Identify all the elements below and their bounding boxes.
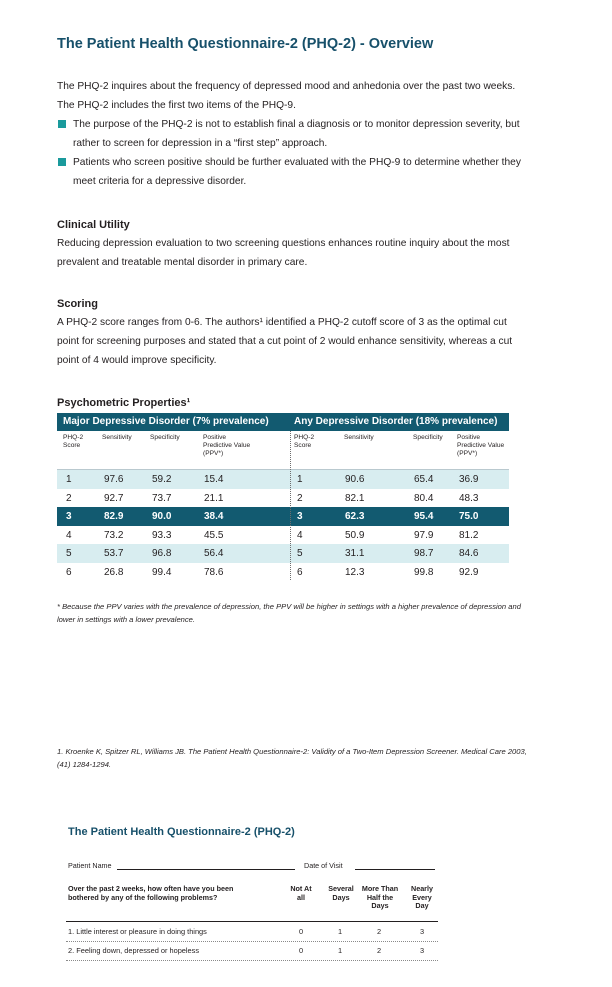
cell-sensitivity: 12.3 bbox=[345, 566, 365, 578]
cell-score: 2 bbox=[297, 492, 303, 504]
square-bullet-icon bbox=[58, 120, 66, 128]
col-header-score: PHQ-2 Score bbox=[63, 434, 84, 449]
cell-score: 1 bbox=[297, 474, 303, 485]
group-header-band bbox=[57, 413, 509, 431]
cell-specificity: 95.4 bbox=[414, 511, 434, 522]
cell-score: 1 bbox=[66, 474, 72, 485]
table-row bbox=[57, 563, 509, 582]
reference-citation: 1. Kroenke K, Spitzer RL, Williams JB. The Patient Health Questionnaire-2: Validity of a Two-Item Depression Screener. Medical Care 2003, (41) 1284-1294. bbox=[57, 747, 527, 769]
cell-sensitivity: 82.9 bbox=[104, 511, 124, 522]
cell-sensitivity: 82.1 bbox=[345, 492, 365, 504]
cell-score: 5 bbox=[66, 548, 72, 559]
cell-ppv: 84.6 bbox=[459, 548, 479, 559]
cell-score: 6 bbox=[297, 566, 303, 578]
scoring-text: A PHQ-2 score ranges from 0-6. The authors¹ identified a PHQ-2 cutoff score of 3 as the optimal cut point for screening purposes and stated that a cut point of 2 would enhance sensitivity, whereas a cut point of 4 would improve specificity. bbox=[57, 317, 513, 366]
question-text: 1. Little interest or pleasure in doing things bbox=[68, 927, 207, 936]
date-of-visit-label: Date of Visit bbox=[304, 861, 343, 870]
cell-ppv: 36.9 bbox=[459, 474, 479, 485]
cell-specificity: 99.4 bbox=[152, 566, 172, 578]
questionnaire-title: The Patient Health Questionnaire-2 (PHQ-2) bbox=[68, 826, 295, 838]
date-of-visit-field[interactable] bbox=[355, 869, 435, 870]
table-row-highlighted bbox=[57, 507, 509, 526]
cell-sensitivity: 92.7 bbox=[104, 492, 124, 504]
cell-sensitivity: 31.1 bbox=[345, 548, 365, 559]
bullet-list bbox=[57, 115, 527, 191]
psychometric-heading: Psychometric Properties¹ bbox=[57, 397, 191, 409]
cell-sensitivity: 50.9 bbox=[345, 529, 365, 541]
cell-ppv: 75.0 bbox=[459, 511, 479, 522]
cell-score: 4 bbox=[297, 529, 303, 541]
cell-sensitivity: 62.3 bbox=[345, 511, 365, 522]
square-bullet-icon bbox=[58, 158, 66, 166]
clinical-utility-heading: Clinical Utility bbox=[57, 219, 130, 231]
cell-score: 4 bbox=[66, 529, 72, 541]
answer-option-1[interactable]: 1 bbox=[338, 946, 343, 955]
group-header-mdd: Major Depressive Disorder (7% prevalence) bbox=[63, 416, 269, 427]
question-text: 2. Feeling down, depressed or hopeless bbox=[68, 946, 200, 955]
cell-sensitivity: 73.2 bbox=[104, 529, 124, 541]
cell-specificity: 90.0 bbox=[152, 511, 172, 522]
cell-specificity: 97.9 bbox=[414, 529, 434, 541]
col-header-ppv: Positive Predictive Value (PPV*) bbox=[203, 434, 251, 457]
cell-ppv: 48.3 bbox=[459, 492, 479, 504]
col-header-specificity: Specificity bbox=[413, 434, 443, 441]
col-header-nearly-every-day: Nearly Every Day bbox=[411, 884, 433, 910]
col-header-not-at-all: Not At all bbox=[290, 884, 312, 902]
answer-option-0[interactable]: 0 bbox=[299, 946, 304, 955]
question-row bbox=[66, 941, 438, 959]
table-row bbox=[57, 544, 509, 563]
cell-score: 2 bbox=[66, 492, 72, 504]
column-header-row bbox=[57, 431, 509, 470]
bullet-text: Patients who screen positive should be further evaluated with the PHQ-9 to determine whether they meet criteria for a depressive disorder. bbox=[73, 157, 521, 187]
cell-specificity: 80.4 bbox=[414, 492, 434, 504]
table-row bbox=[57, 470, 509, 489]
cell-score: 3 bbox=[66, 511, 72, 522]
cell-score: 6 bbox=[66, 566, 72, 578]
col-header-sensitivity: Sensitivity bbox=[102, 434, 132, 441]
answer-option-2[interactable]: 2 bbox=[377, 946, 382, 955]
col-header-sensitivity: Sensitivity bbox=[344, 434, 374, 441]
cell-specificity: 98.7 bbox=[414, 548, 434, 559]
cell-ppv: 81.2 bbox=[459, 529, 479, 541]
cell-score: 5 bbox=[297, 548, 303, 559]
answer-option-3[interactable]: 3 bbox=[420, 927, 425, 936]
cell-specificity: 59.2 bbox=[152, 474, 172, 485]
cell-sensitivity: 53.7 bbox=[104, 548, 124, 559]
answer-option-1[interactable]: 1 bbox=[338, 927, 343, 936]
clinical-utility-text: Reducing depression evaluation to two screening questions enhances routine inquiry about the most prevalent and treatable mental disorder in primary care. bbox=[57, 238, 510, 268]
bullet-item bbox=[57, 153, 527, 191]
answer-option-3[interactable]: 3 bbox=[420, 946, 425, 955]
table-row bbox=[57, 489, 509, 508]
col-header-specificity: Specificity bbox=[150, 434, 180, 441]
cell-specificity: 99.8 bbox=[414, 566, 434, 578]
table-row bbox=[57, 526, 509, 545]
question-row bbox=[66, 922, 438, 940]
col-header-score: PHQ-2 Score bbox=[294, 434, 315, 449]
row-divider bbox=[66, 960, 438, 961]
col-header-more-than-half: More Than Half the Days bbox=[361, 884, 399, 910]
patient-name-label: Patient Name bbox=[68, 861, 112, 870]
group-header-any: Any Depressive Disorder (18% prevalence) bbox=[294, 416, 498, 427]
cell-ppv: 78.6 bbox=[204, 566, 224, 578]
intro-paragraph: The PHQ-2 inquires about the frequency of depressed mood and anhedonia over the past two weeks. The PHQ-2 includes the first two items of the PHQ-9. bbox=[57, 81, 516, 111]
answer-option-2[interactable]: 2 bbox=[377, 927, 382, 936]
cell-sensitivity: 26.8 bbox=[104, 566, 124, 578]
cell-specificity: 93.3 bbox=[152, 529, 172, 541]
cell-ppv: 56.4 bbox=[204, 548, 224, 559]
question-header: Over the past 2 weeks, how often have you been bothered by any of the following problems? bbox=[68, 884, 234, 902]
cell-score: 3 bbox=[297, 511, 303, 522]
table-group-divider bbox=[290, 431, 291, 580]
cell-ppv: 21.1 bbox=[204, 492, 224, 504]
col-header-ppv: Positive Predictive Value (PPV*) bbox=[457, 434, 505, 457]
cell-ppv: 15.4 bbox=[204, 474, 224, 485]
bullet-text: The purpose of the PHQ-2 is not to establish final a diagnosis or to monitor depression severity, but rather to screen for depression in a “first step” approach. bbox=[73, 119, 520, 149]
bullet-item bbox=[57, 115, 527, 153]
patient-name-field[interactable] bbox=[117, 869, 295, 870]
cell-specificity: 96.8 bbox=[152, 548, 172, 559]
cell-ppv: 38.4 bbox=[204, 511, 224, 522]
cell-sensitivity: 97.6 bbox=[104, 474, 124, 485]
cell-specificity: 73.7 bbox=[152, 492, 172, 504]
page-title: The Patient Health Questionnaire-2 (PHQ-2) - Overview bbox=[57, 36, 434, 52]
ppv-footnote: * Because the PPV varies with the prevalence of depression, the PPV will be higher in settings with a higher prevalence of depression and lower in settings with a lower prevalence. bbox=[57, 602, 521, 624]
col-header-several-days: Several Days bbox=[328, 884, 354, 902]
cell-sensitivity: 90.6 bbox=[345, 474, 365, 485]
cell-specificity: 65.4 bbox=[414, 474, 434, 485]
cell-ppv: 45.5 bbox=[204, 529, 224, 541]
scoring-heading: Scoring bbox=[57, 298, 98, 310]
answer-option-0[interactable]: 0 bbox=[299, 927, 304, 936]
cell-ppv: 92.9 bbox=[459, 566, 479, 578]
psychometric-table bbox=[57, 413, 509, 581]
